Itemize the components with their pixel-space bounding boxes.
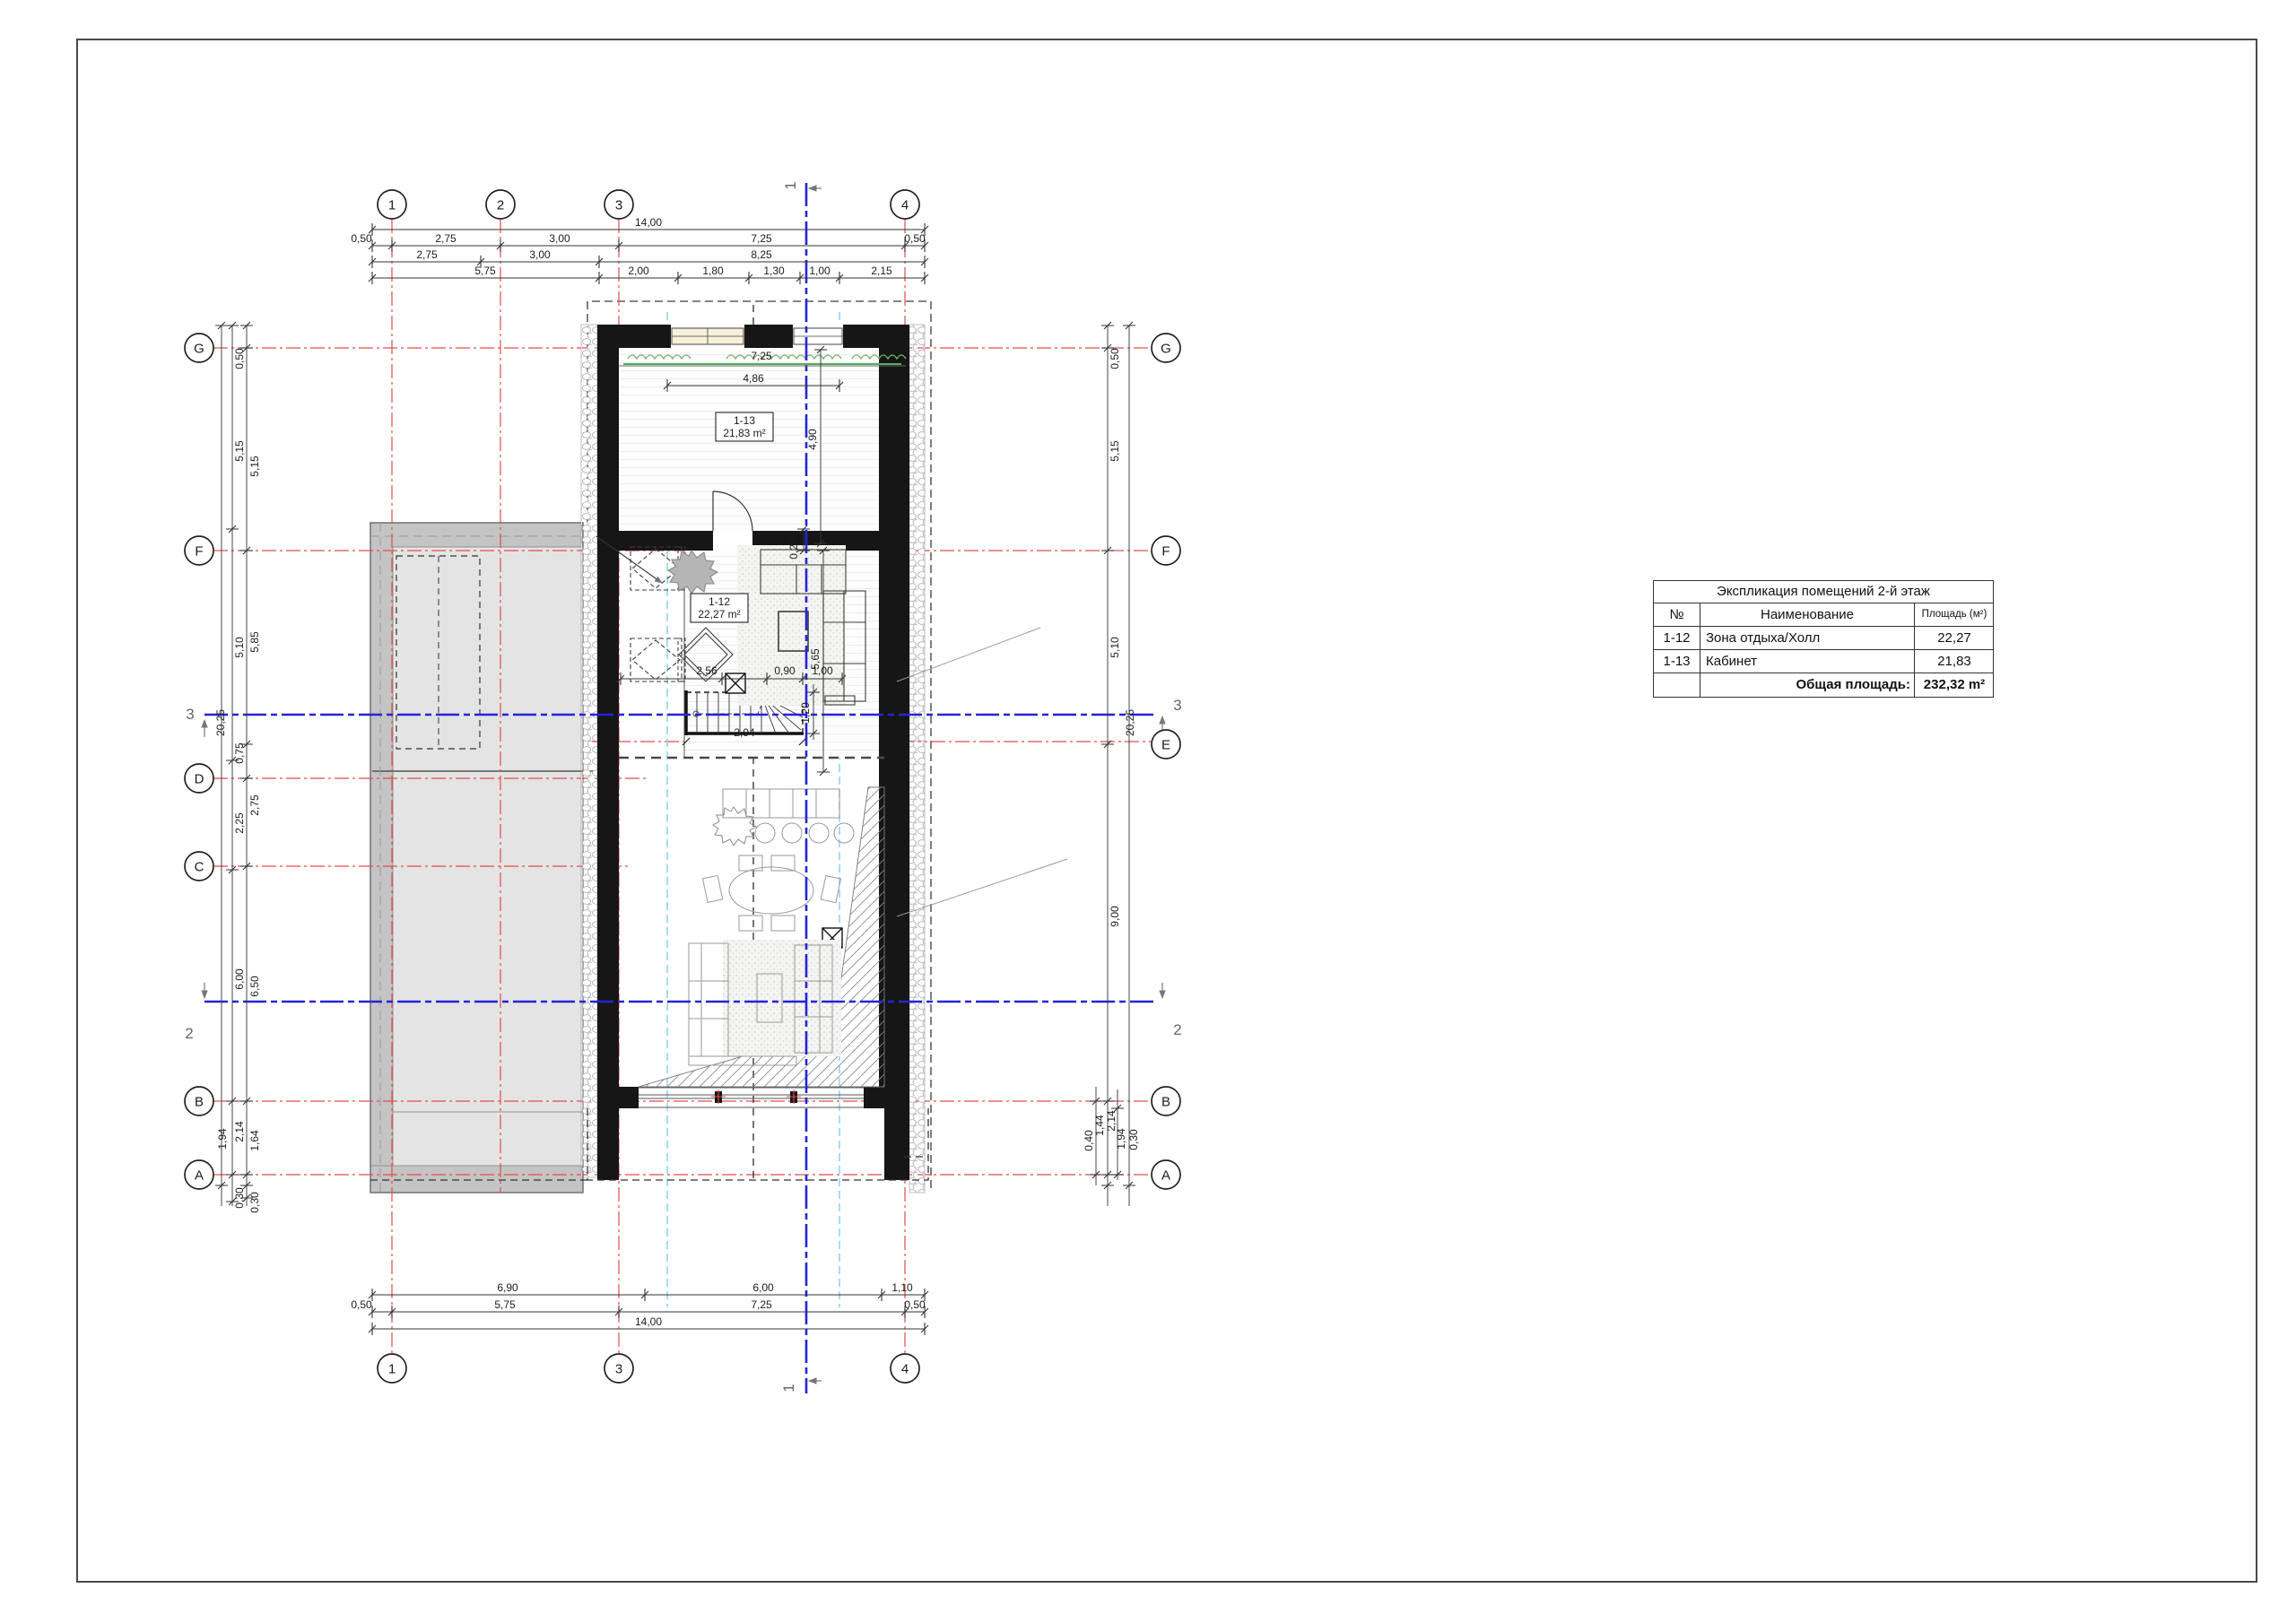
section-marker-label: 2: [185, 1025, 194, 1042]
svg-text:2: 2: [496, 197, 505, 213]
table-row: [1654, 627, 1993, 650]
dim-label: 5,10: [233, 637, 246, 658]
dim-label: 1,00: [809, 265, 831, 277]
dim-label: 2,15: [871, 265, 892, 277]
dim-label: 5,65: [809, 648, 822, 670]
dim-label: 1,30: [763, 265, 785, 277]
dim-label: 8,25: [751, 248, 772, 261]
svg-text:1: 1: [387, 1361, 396, 1377]
svg-text:4: 4: [900, 197, 909, 213]
dim-label: 2,75: [435, 232, 457, 245]
grid-bubble-3: [604, 1354, 633, 1383]
dim-label: 0,30: [248, 1192, 261, 1213]
dim-label: 0,50: [904, 232, 926, 245]
dim-label: 7,25: [751, 350, 772, 362]
dim-label: 5,15: [1109, 440, 1121, 462]
grid-bubble-1: [378, 190, 406, 219]
dim-label: 2,00: [628, 265, 649, 277]
section-marker-label: 1: [780, 1384, 797, 1393]
dim-label: 20,25: [1124, 708, 1136, 737]
col-header-num: №: [1654, 603, 1700, 626]
grid-bubble-A: [185, 1160, 213, 1189]
table-title: Экспликация помещений 2-й этаж: [1654, 581, 1993, 603]
svg-text:C: C: [194, 859, 204, 875]
row-1-num: 1-12: [1654, 627, 1700, 649]
section-marker-label: 2: [1173, 1021, 1182, 1038]
dim-label: 0,75: [233, 742, 246, 764]
svg-text:1: 1: [387, 197, 396, 213]
dim-label: 5,10: [1109, 637, 1121, 658]
dim-label: 1,94: [216, 1128, 229, 1150]
dim-label: 14,00: [634, 1315, 663, 1328]
table-header-row: [1654, 603, 1993, 627]
room-schedule-table: [1653, 580, 1994, 698]
svg-text:A: A: [194, 1167, 204, 1184]
dining-table: [729, 867, 813, 914]
svg-text:D: D: [194, 771, 204, 787]
dim-label: 5,85: [248, 631, 261, 653]
dim-label: 1,80: [702, 265, 724, 277]
dim-label: 0,40: [1083, 1130, 1095, 1151]
dim-label: 4,86: [743, 372, 764, 385]
dim-label: 0,90: [774, 664, 796, 677]
grid-bubble-4: [891, 1354, 919, 1383]
total-label: Общая площадь:: [1700, 673, 1915, 697]
dim-label: 9,00: [1109, 906, 1121, 927]
dim-label: 3,00: [549, 232, 570, 245]
dim-label: 0,25: [787, 538, 800, 560]
grid-bubble-B: [185, 1087, 213, 1115]
svg-text:4: 4: [900, 1361, 909, 1377]
dim-label: 2,25: [233, 812, 246, 834]
col-header-name: Наименование: [1700, 603, 1915, 626]
opening-symbol-x1: [726, 673, 745, 693]
svg-text:F: F: [1161, 543, 1170, 560]
room-label-1-12: [691, 594, 748, 622]
dim-label: 3,00: [529, 248, 551, 261]
dim-label: 2,56: [696, 664, 718, 677]
dim-label: 6,50: [248, 976, 261, 997]
room-1-13-area: 21,83 m²: [723, 427, 766, 439]
dim-label: 6,00: [233, 968, 246, 990]
dim-label: 20,25: [214, 708, 227, 737]
dim-label: 6,90: [497, 1281, 518, 1294]
dim-label: 0,30: [233, 1187, 246, 1209]
dim-label: 0,50: [351, 232, 372, 245]
svg-text:A: A: [1161, 1167, 1171, 1184]
room-label-1-13: [716, 412, 773, 441]
plant-first-floor: [713, 807, 756, 846]
dim-label: 4,90: [806, 429, 819, 450]
dim-label: 0,50: [351, 1298, 372, 1311]
total-value: 232,32 m²: [1923, 677, 1986, 692]
dim-label: 0,50: [233, 348, 246, 369]
dim-label: 2,14: [233, 1121, 246, 1142]
dim-label: 0,50: [1109, 348, 1121, 369]
section-marker-label: 1: [782, 181, 799, 190]
dim-label: 1,64: [248, 1130, 261, 1151]
grid-bubble-1: [378, 1354, 406, 1383]
row-1-name: Зона отдыха/Холл: [1700, 627, 1915, 649]
svg-text:3: 3: [614, 197, 623, 213]
svg-text:3: 3: [614, 1361, 623, 1377]
row-1-area: 22,27: [1937, 630, 1971, 646]
dim-label: 5,75: [474, 265, 496, 277]
grid-bubble-4: [891, 190, 919, 219]
grid-bubble-F: [185, 536, 213, 565]
dim-label: 1,00: [812, 664, 833, 677]
row-2-area: 21,83: [1937, 654, 1971, 669]
row-2-num: 1-13: [1654, 650, 1700, 673]
dim-label: 1,20: [799, 702, 812, 724]
dim-label: 0,30: [1127, 1129, 1140, 1150]
dim-label: 7,25: [751, 1298, 772, 1311]
section-marker-label: 3: [1173, 697, 1182, 714]
room-1-13-id: 1-13: [733, 414, 756, 427]
dim-label: 14,00: [634, 216, 663, 229]
section-marker-label: 3: [186, 706, 195, 723]
window-band-bottom: [639, 1088, 864, 1107]
room-1-12-id: 1-12: [708, 595, 731, 608]
dim-label: 1,44: [1093, 1115, 1106, 1136]
dim-label: 1,10: [891, 1281, 913, 1294]
svg-text:E: E: [1161, 737, 1171, 753]
grid-bubble-3: [604, 190, 633, 219]
dim-label: 2,14: [1105, 1110, 1118, 1132]
grid-bubble-D: [185, 764, 213, 793]
rug-1-12: [737, 545, 846, 706]
grid-bubble-E: [1152, 730, 1180, 759]
dim-label: 1,94: [1115, 1128, 1127, 1150]
svg-text:F: F: [195, 543, 204, 560]
grid-bubble-A: [1152, 1160, 1180, 1189]
svg-text:B: B: [1161, 1094, 1171, 1110]
grid-bubble-2: [486, 190, 515, 219]
grid-bubble-G: [185, 334, 213, 362]
dim-label: 7,25: [751, 232, 772, 245]
dim-label: 0,50: [904, 1298, 926, 1311]
table-total-row: [1654, 673, 1993, 697]
dim-label: 5,15: [248, 456, 261, 477]
table-row: [1654, 650, 1993, 673]
dim-label: 2,94: [734, 726, 755, 739]
row-2-name: Кабинет: [1700, 650, 1915, 673]
svg-text:G: G: [1161, 341, 1171, 357]
grid-bubble-B: [1152, 1087, 1180, 1115]
grid-bubble-C: [185, 852, 213, 881]
dim-label: 2,75: [416, 248, 438, 261]
dim-label: 2,75: [248, 794, 261, 816]
svg-text:B: B: [194, 1094, 204, 1110]
furniture-first-floor-void: [689, 789, 854, 1065]
grid-bubble-G: [1152, 334, 1180, 362]
dim-label: 5,75: [494, 1298, 516, 1311]
dim-label: 6,00: [752, 1281, 774, 1294]
terrace-outline: [587, 1108, 928, 1180]
grid-bubble-F: [1152, 536, 1180, 565]
room-1-12-area: 22,27 m²: [698, 608, 741, 621]
col-header-area: Площадь (м²): [1921, 609, 1987, 620]
dim-label: 5,15: [233, 440, 246, 462]
dashed-armchair-left-2: [631, 638, 682, 681]
svg-text:G: G: [194, 341, 204, 357]
